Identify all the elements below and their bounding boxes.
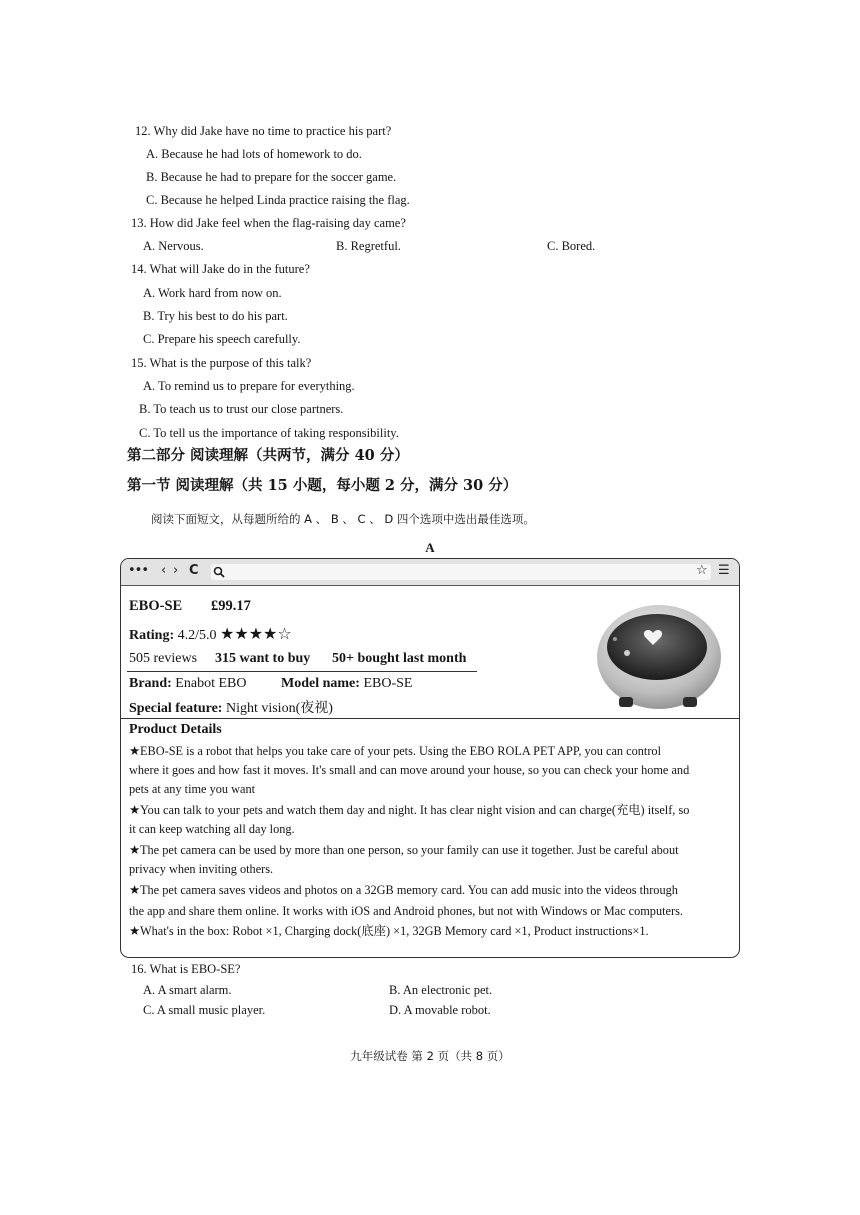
header-divider [127, 671, 477, 672]
details-line-2: where it goes and how fast it moves. It's small and can move around your house, so you can check your home and [129, 763, 690, 777]
question-15-option-a: A. To remind us to prepare for everything. [143, 379, 355, 393]
feature-label: Special feature: [129, 701, 223, 716]
rating-label: Rating: [129, 628, 175, 643]
details-line-4: ★You can talk to your pets and watch them day and night. It has clear night vision and can charge(充电) itself, so [129, 803, 690, 817]
question-13-stem: 13. How did Jake feel when the flag-raising day came? [131, 216, 406, 230]
details-line-3: pets at any time you want [129, 782, 256, 796]
details-line-5: it can keep watching all day long. [129, 822, 295, 836]
question-13-option-b: B. Regretful. [336, 239, 401, 253]
back-icon[interactable]: ‹ [161, 563, 167, 578]
address-bar[interactable] [211, 564, 711, 580]
review-count[interactable]: 505 reviews [129, 651, 198, 666]
model-value: EBO-SE [363, 676, 413, 691]
question-14-stem: 14. What will Jake do in the future? [131, 262, 310, 276]
forward-icon[interactable]: › [173, 563, 179, 578]
menu-icon[interactable]: ☰ [718, 563, 730, 578]
rating-stars: ★★★★☆ [220, 624, 292, 643]
part2-heading: 第二部分 阅读理解（共两节，满分 40 分） [127, 447, 409, 464]
brand-value: Enabot EBO [175, 676, 247, 691]
reload-icon[interactable]: C [189, 563, 199, 578]
browser-toolbar [121, 559, 739, 586]
details-line-1: ★EBO-SE is a robot that helps you take care of your pets. Using the EBO ROLA PET APP, you can control [129, 744, 661, 758]
page-footer: 九年级试卷 第 2 页（共 8 页） [350, 1049, 510, 1063]
passage-label: A [425, 540, 435, 555]
window-dots-icon[interactable]: ••• [128, 563, 149, 578]
question-14-option-b: B. Try his best to do his part. [143, 309, 288, 323]
bookmark-star-icon[interactable]: ☆ [696, 563, 708, 578]
question-12-stem: 12. Why did Jake have no time to practice his part? [135, 124, 392, 138]
question-12-option-b: B. Because he had to prepare for the soccer game. [146, 170, 397, 184]
question-16-option-d: D. A movable robot. [389, 1003, 491, 1017]
question-16-option-b: B. An electronic pet. [389, 983, 493, 997]
search-icon [213, 566, 225, 578]
product-robot-image [583, 595, 733, 715]
instruction: 阅读下面短文，从每题所给的 A 、 B 、 C 、 D 四个选项中选出最佳选项。 [151, 512, 535, 526]
question-12-option-a: A. Because he had lots of homework to do. [146, 147, 362, 161]
question-13-option-a: A. Nervous. [143, 239, 204, 253]
rating-value: 4.2/5.0 [177, 628, 217, 643]
question-15-option-c: C. To tell us the importance of taking responsibility. [139, 426, 399, 440]
details-divider [121, 718, 739, 719]
question-13-option-c: C. Bored. [547, 239, 596, 253]
question-15-stem: 15. What is the purpose of this talk? [131, 356, 312, 370]
details-line-9: the app and share them online. It works with iOS and Android phones, but not with Windows or Mac computers. [129, 904, 683, 918]
question-15-option-b: B. To teach us to trust our close partners. [139, 402, 344, 416]
product-price: £99.17 [211, 598, 251, 614]
details-line-8: ★The pet camera saves videos and photos on a 32GB memory card. You can add music into the videos through [129, 883, 678, 897]
model-label: Model name: [281, 676, 360, 691]
details-line-10: ★What's in the box: Robot ×1, Charging dock(底座) ×1, 32GB Memory card ×1, Product instructions×1. [129, 924, 649, 938]
product-name: EBO-SE [129, 598, 183, 614]
want-to-buy-count: 315 want to buy [215, 651, 311, 666]
question-16-stem: 16. What is EBO-SE? [131, 962, 241, 976]
feature-value: Night vision(夜视) [225, 701, 333, 716]
details-heading: Product Details [129, 722, 222, 737]
question-12-option-c: C. Because he helped Linda practice raising the flag. [146, 193, 410, 207]
details-line-6: ★The pet camera can be used by more than one person, so your family can use it together. Just be careful about [129, 843, 679, 857]
brand-label: Brand: [129, 676, 172, 691]
question-14-option-a: A. Work hard from now on. [143, 286, 282, 300]
bought-last-month: 50+ bought last month [332, 651, 467, 666]
question-14-option-c: C. Prepare his speech carefully. [143, 332, 301, 346]
question-16-option-a: A. A smart alarm. [143, 983, 232, 997]
details-line-7: privacy when inviting others. [129, 862, 274, 876]
section1-heading: 第一节 阅读理解（共 15 小题，每小题 2 分，满分 30 分） [127, 477, 518, 494]
question-16-option-c: C. A small music player. [143, 1003, 266, 1017]
product-web-page [120, 558, 740, 958]
